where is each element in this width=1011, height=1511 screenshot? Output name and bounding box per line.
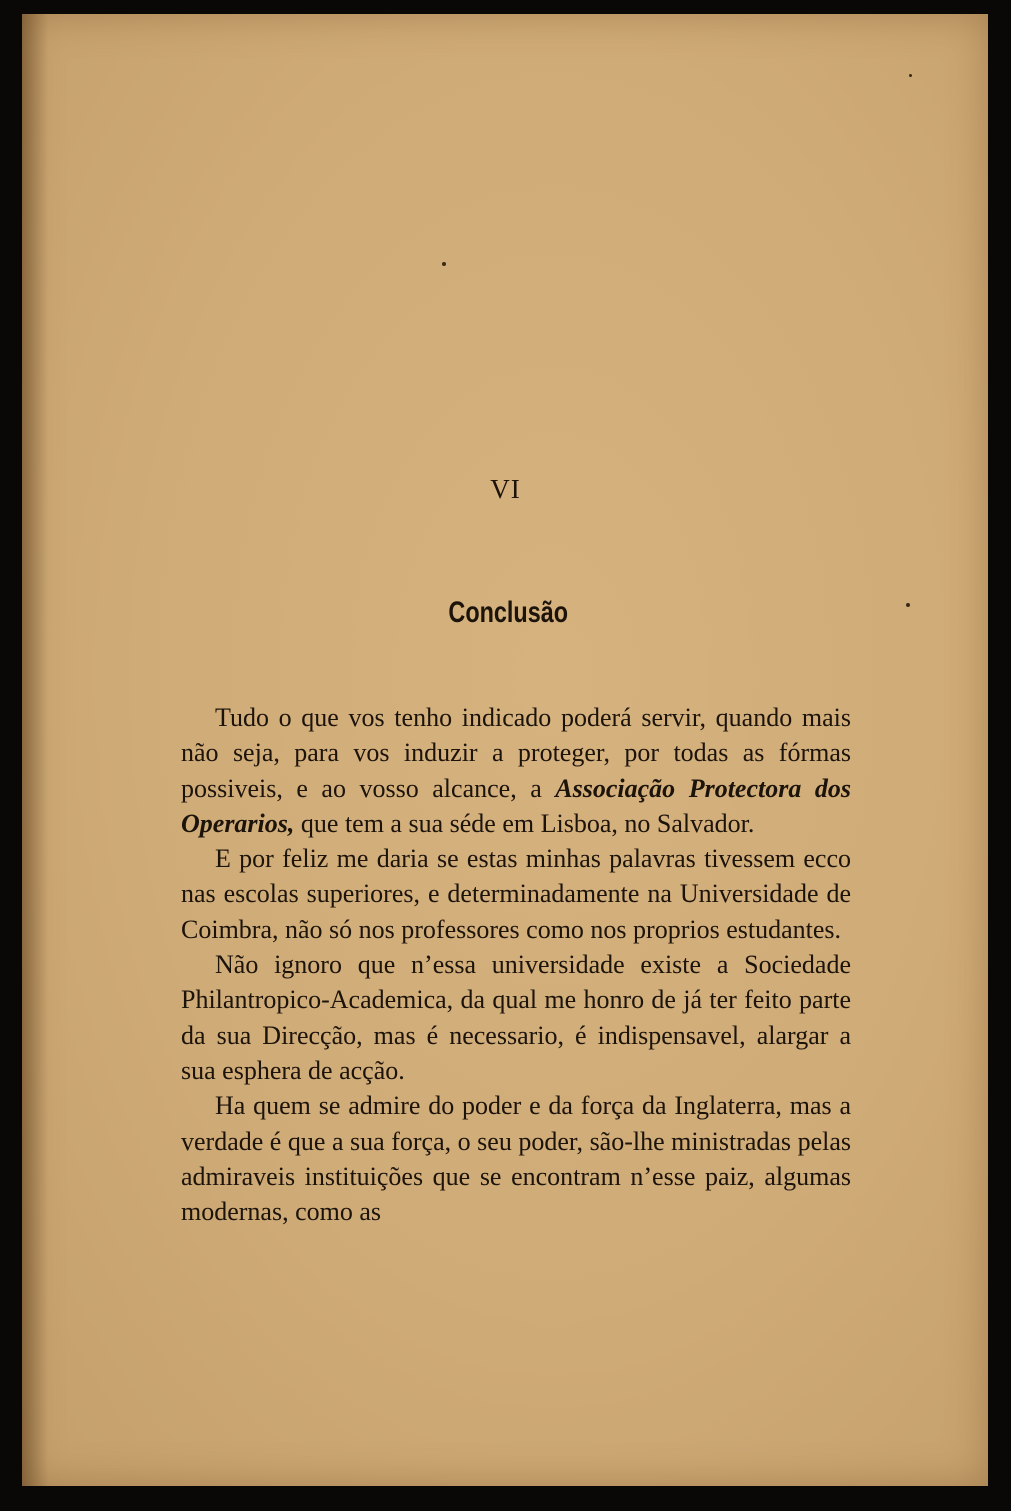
italic-title: Associação Protectora dos Operarios, bbox=[181, 773, 851, 838]
paragraph bbox=[181, 947, 851, 1088]
chapter-number: VI bbox=[490, 474, 521, 504]
chapter-title: Conclusão bbox=[448, 596, 569, 629]
page-spine-shadow bbox=[22, 14, 48, 1486]
ink-speck bbox=[906, 603, 910, 607]
paragraph-text: E por feliz me daria se estas minhas palavras tivessem ecco nas escolas superiores, e determinadamente na Universidade de Coimbra, não só nos professores como nos proprios estudantes. bbox=[181, 844, 851, 944]
paragraph bbox=[181, 1088, 851, 1229]
body-text bbox=[181, 700, 851, 1229]
paragraph bbox=[181, 700, 851, 841]
paragraph-text: que tem a sua séde em Lisboa, no Salvador. bbox=[294, 808, 755, 838]
ink-speck bbox=[442, 262, 446, 266]
ink-speck bbox=[909, 74, 912, 77]
paragraph-text: Tudo o que vos tenho indicado poderá servir, quando mais não seja, para vos induzir a proteger, por todas as fórmas possiveis, e ao vosso alcance, a bbox=[181, 703, 851, 803]
paragraph-text: Ha quem se admire do poder e da força da Inglaterra, mas a verdade é que a sua força, o seu poder, são-lhe ministradas pelas admiraveis instituições que se encontram n’esse paiz, algumas modernas, como as bbox=[181, 1091, 851, 1227]
paragraph-text: Não ignoro que n’essa universidade existe a Sociedade Philantropico-Academica, da qual me honro de já ter feito parte da sua Direcção, mas é necessario, é indispensavel, alargar a sua esphera de acção. bbox=[181, 950, 851, 1085]
paragraph bbox=[181, 841, 851, 947]
